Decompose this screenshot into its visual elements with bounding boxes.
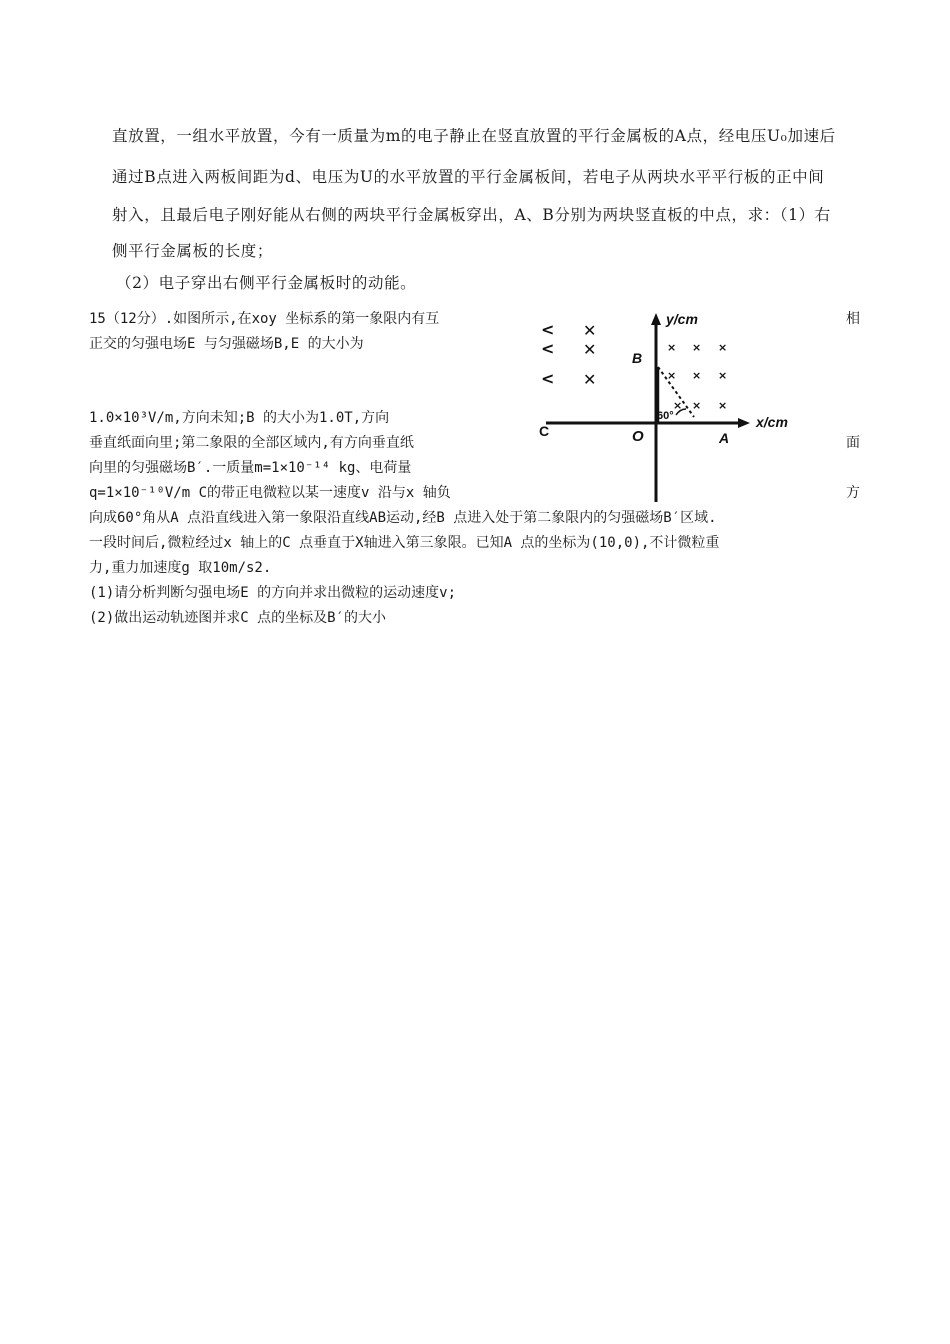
field-mark: × (718, 341, 728, 354)
second-quadrant-field-marks (541, 320, 596, 389)
field-mark: × (673, 399, 683, 412)
point-a-label: A (719, 430, 730, 446)
p15-line-4-right: 面 (846, 435, 860, 451)
field-mark: × (667, 369, 677, 382)
p15-line-1: 15（12分）.如图所示,在xoy 坐标系的第一象限内有互 (89, 311, 440, 327)
x-axis-label: x/cm (756, 414, 788, 430)
origin-label: O (632, 428, 644, 445)
p15-line-4: 垂直纸面向里;第二象限的全部区域内,有方向垂直纸 (89, 435, 414, 451)
p14-line-1: 直放置，一组水平放置，今有一质量为m的电子静止在竖直放置的平行金属板的A点，经电压U₀加速后 (112, 127, 836, 145)
field-mark: ✕ (583, 370, 597, 389)
p14-line-3: 射入，且最后电子刚好能从右侧的两块平行金属板穿出，A、B分别为两块竖直板的中点，求：（1）右 (112, 206, 831, 224)
p15-question-1: (1)请分析判断匀强电场E 的方向并求出微粒的运动速度v; (89, 585, 456, 601)
point-c-label: C (539, 423, 550, 439)
p14-line-2: 通过B点进入两板间距为d、电压为U的水平放置的平行金属板间，若电子从两块水平平行板的正中间 (112, 168, 825, 186)
y-axis-arrow (651, 313, 661, 325)
p15-line-2: 正交的匀强电场E 与匀强磁场B,E 的大小为 (89, 336, 364, 352)
field-mark: < (541, 320, 555, 339)
p15-question-2: (2)做出运动轨迹图并求C 点的坐标及B′的大小 (89, 610, 386, 626)
field-mark: × (718, 369, 728, 382)
angle-label: 60° (657, 410, 674, 422)
p15-line-6-right: 方 (846, 485, 860, 501)
field-mark: ✕ (583, 340, 597, 359)
y-axis-label: y/cm (666, 311, 698, 327)
x-axis-arrow (738, 418, 750, 428)
field-mark: ✕ (583, 321, 597, 340)
coordinate-figure (536, 305, 806, 505)
field-mark: × (718, 399, 728, 412)
field-mark: × (667, 341, 677, 354)
p15-line-6: q=1×10⁻¹⁰V/m C的带正电微粒以某一速度v 沿与x 轴负 (89, 485, 451, 501)
p15-line-1-right: 相 (846, 311, 860, 327)
field-mark: < (541, 369, 555, 388)
p15-line-9: 力,重力加速度g 取10m/s2. (89, 560, 272, 576)
field-mark: < (541, 339, 555, 358)
p15-line-3: 1.0×10³V/m,方向未知;B 的大小为1.0T,方向 (89, 410, 390, 426)
field-mark: × (692, 369, 702, 382)
field-mark: × (692, 341, 702, 354)
p15-line-8: 一段时间后,微粒经过x 轴上的C 点垂直于X轴进入第三象限。已知A 点的坐标为(10,0),不计微粒重 (89, 535, 720, 551)
p14-line-4: 侧平行金属板的长度； (112, 242, 274, 260)
point-b-label: B (632, 350, 643, 366)
p15-line-7: 向成60°角从A 点沿直线进入第一象限沿直线AB运动,经B 点进入处于第二象限内的匀强磁场B′区域. (89, 510, 717, 526)
field-mark: × (692, 399, 702, 412)
p15-line-5: 向里的匀强磁场B′.一质量m=1×10⁻¹⁴ kg、电荷量 (89, 460, 412, 476)
p14-line-5: （2）电子穿出右侧平行金属板时的动能。 (116, 274, 417, 292)
first-quadrant-field-marks (667, 341, 727, 412)
